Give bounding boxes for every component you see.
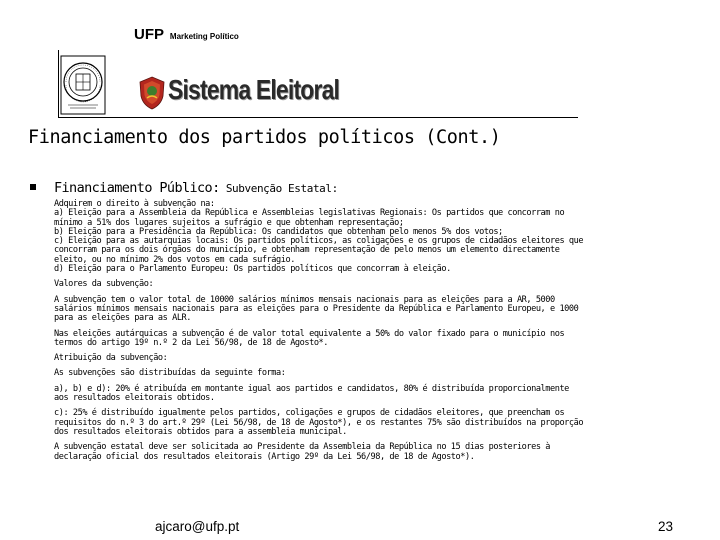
bullet-heading [54,177,338,196]
text-line: Adquirem o direito à subvenção na: [54,199,215,209]
text-line: d) Eleição para o Parlamento Europeu: Os partidos políticos que concorram à eleição. [54,264,451,275]
text-line: concorram para os dois órgãos do município, e obtenham representação de pelo menos um elemento directamente [54,245,560,256]
bullet-heading-tail: Subvenção Estatal: [219,182,338,195]
paragraph [54,443,706,462]
text-line: A subvenção estatal deve ser solicitada ao Presidente da Assembleia da República no 15 dias posteriores à [54,442,551,453]
brand-name: UFP [134,26,164,43]
footer-email: ajcaro@ufp.pt [155,519,240,534]
bullet-marker [30,184,36,190]
paragraph [54,200,706,274]
text-line: para as eleições para as ALR. [54,313,191,324]
text-line: mínimo a 51% dos lugares sujeitos a sufrágio e que obtenham representação; [54,217,404,228]
text-line: Valores da subvenção: [54,279,154,290]
text-line: b) Eleição para a Presidência da República: Os candidatos que obtenham pelo menos 5% dos votos; [54,226,503,237]
paragraph [54,296,706,324]
sistema-eleitoral-logo: Sistema Eleitoral [168,74,340,105]
body-text [54,200,706,468]
text-line: requisitos do n.º 3 do art.º 29º (Lei 56/98, de 18 de Agosto*), e os restantes 75% são distribuídos na proporção [54,417,584,428]
bullet-heading-main: Financiamento Público: [54,180,220,196]
text-line: a) Eleição para a Assembleia da República e Assembleias legislativas Regionais: Os partidos que concorram no [54,208,565,219]
text-line: c) Eleição para as autarquias locais: Os partidos políticos, as coligações e os grupos de cidadãos eleitores que [54,236,584,247]
paragraph [54,354,706,363]
frame-vertical-line [58,50,59,118]
text-line: Atribuição da subvenção: [54,353,168,364]
text-line: c): 25% é distribuído igualmente pelos partidos, coligações e grupos de cidadãos eleitores, que preencham os [54,408,565,419]
frame-horizontal-line [58,117,578,118]
text-line: eleito, ou no mínimo 2% dos votos em cada sufrágio. [54,254,295,265]
text-line: a), b) e d): 20% é atribuída em montante igual aos partidos e candidatos, 80% é distribuída proporcionalmente [54,383,569,394]
text-line: aos resultados eleitorais obtidos. [54,393,215,404]
text-line: Nas eleições autárquicas a subvenção é de valor total equivalente a 50% do valor fixado para o município nos [54,328,565,339]
text-line: A subvenção tem o valor total de 10000 salários mínimos mensais nacionais para as eleições para a AR, 5000 [54,294,555,305]
paragraph [54,409,706,437]
brand-subtitle: Marketing Político [169,32,239,41]
paragraph [54,280,706,289]
text-line: As subvenções são distribuídas da seguinte forma: [54,368,286,379]
header-brand [134,26,239,43]
university-seal-icon [60,55,106,115]
shield-badge-icon [139,76,165,110]
paragraph [54,385,706,404]
text-line: dos resultados eleitorais obtidos para a assembleia municipal. [54,426,347,437]
page-number: 23 [658,519,674,534]
text-line: declaração oficial dos resultados eleitorais (Artigo 29º da Lei 56/98, de 18 de Agosto*). [54,451,475,462]
text-line: salários mínimos mensais nacionais para as eleições para o Presidente da República e Parlamento Europeu, e 1000 [54,303,579,314]
paragraph [54,330,706,349]
page-title: Financiamento dos partidos políticos (Cont.) [28,127,501,148]
text-line: termos do artigo 19º n.º 2 da Lei 56/98, de 18 de Agosto*. [54,337,328,348]
paragraph [54,369,706,378]
